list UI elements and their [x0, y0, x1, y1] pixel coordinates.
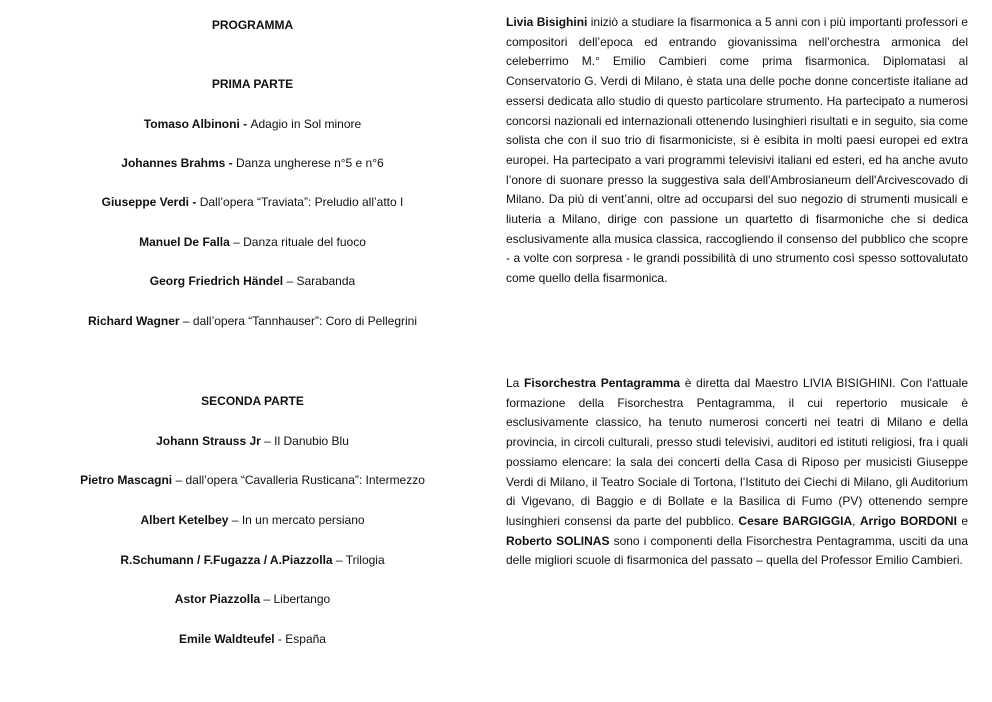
program-item — [40, 273, 465, 289]
program-item — [40, 433, 465, 449]
program-item — [40, 512, 465, 528]
separator: – — [172, 473, 186, 487]
program-item — [40, 313, 465, 329]
work: Danza ungherese n°5 e n°6 — [236, 156, 384, 170]
orchestra-intro: La — [506, 376, 525, 390]
work: Trilogia — [345, 553, 385, 567]
program-item — [40, 155, 465, 171]
work: dall’opera “Cavalleria Rusticana”: Intermezzo — [185, 473, 425, 487]
separator: e — [956, 513, 968, 528]
composer: Giuseppe Verdi — [101, 195, 190, 209]
separator: - — [189, 195, 200, 209]
orchestra-text: è diretta dal Maestro LIVIA BISIGHINI. Con l'attuale formazione della Fisorchestra Pentagramma, il cui repertorio musicale è esclusivamente classico, ha tenuto numerosi concerti nei teatri di Milano e della provincia, in circoli culturali, presso studi televisivi, auditori ed istituti religiosi, fra i quali possiamo elencare: la sala dei concerti della Casa di Riposo per musicisti Giuseppe Verdi di Milano, il Teatro Sociale di Tortona, l’Istituto dei Ciechi di Milano, gli Auditorium di Vigevano, di Baggio e di Bollate e la Basilica di Fumo (PV) ottenendo sempre lusinghieri consensi da parte del pubblico. — [506, 376, 968, 528]
separator: – — [283, 274, 297, 288]
work: Danza rituale del fuoco — [243, 235, 366, 249]
separator: – — [332, 553, 346, 567]
orchestra-text-end: sono i componenti della Fisorchestra Pentagramma, usciti da una delle migliori scuole di fisarmonica del passato – quella del Professor Emilio Cambieri. — [506, 533, 968, 568]
program-item — [40, 591, 465, 607]
separator: - — [225, 156, 236, 170]
work: Dall’opera “Traviata”: Preludio all’atto I — [199, 195, 404, 209]
composer: Astor Piazzolla — [174, 592, 261, 606]
composer: Pietro Mascagni — [80, 473, 173, 487]
composer: Emile Waldteufel — [179, 632, 275, 646]
orchestra-paragraph — [506, 374, 968, 571]
composer: Johannes Brahms — [121, 156, 226, 170]
composer: R.Schumann / F.Fugazza / A.Piazzolla — [120, 553, 333, 567]
composer: Albert Ketelbey — [140, 513, 229, 527]
work: dall’opera “Tannhauser”: Coro di Pellegrini — [192, 314, 418, 328]
composer: Richard Wagner — [87, 314, 180, 328]
separator: – — [228, 513, 242, 527]
composer: Georg Friedrich Händel — [149, 274, 284, 288]
program-item — [40, 631, 465, 647]
separator: , — [852, 513, 860, 528]
member-name: Cesare BARGIGGIA — [738, 513, 853, 528]
bio-name: Livia Bisighini — [506, 15, 588, 29]
program-item — [40, 116, 465, 132]
separator: – — [260, 592, 274, 606]
separator: - — [274, 632, 286, 646]
program-item — [40, 194, 465, 210]
composer: Manuel De Falla — [139, 235, 230, 249]
program-item — [40, 472, 465, 488]
work: In un mercato persiano — [241, 513, 365, 527]
part2-heading: SECONDA PARTE — [201, 394, 304, 408]
orchestra-name: Fisorchestra Pentagramma — [524, 376, 681, 390]
work: Adagio in Sol minore — [250, 117, 362, 131]
composer: Johann Strauss Jr — [156, 434, 261, 448]
part1-heading: PRIMA PARTE — [211, 77, 294, 91]
bio-text: iniziò a studiare la fisarmonica a 5 anni con i più importanti professori e compositori dell’epoca ed entrando giovanissima nell’orchestra armonica del celeberrimo M.° Emilio Cambieri come prima fisarmonica. Diplomatasi al Conservatorio G. Verdi di Milano, è stata una delle poche donne concertiste italiane ad essersi dedicata allo studio di questo particolare strumento. Ha partecipato a numerosi concorsi nazionali ed internazionali ottenendo lusinghieri risultati e in seguito, sia come solista che con il suo trio di fisarmoniciste, si è esibita in molti paesi europei ed extra europei. Ha partecipato a vari programmi televisivi italiani ed esteri, ed ha anche avuto l’onore di suonare presso la suggestiva sala dell'Ambrosianeum dell'Arcivescovado di Milano. Da più di vent’anni, oltre ad occuparsi del suo negozio di strumenti musicali e liuteria a Milano, dirige con passione un quartetto di fisarmoniche che si dedica esclusivamente alla musica classica, raccogliendo il consenso del pubblico che scopre - a volte con sorpresa - le grandi possibilità di uno strumento così spesso sottovalutato come quello della fisarmonica. — [506, 15, 968, 286]
member-name: Roberto SOLINAS — [506, 533, 610, 548]
composer: Tomaso Albinoni — [143, 117, 240, 131]
member-name: Arrigo BORDONI — [859, 513, 957, 528]
separator: – — [229, 235, 244, 249]
program-item — [40, 234, 465, 250]
separator: - — [239, 117, 251, 131]
separator: – — [260, 434, 275, 448]
bio-paragraph — [506, 13, 968, 289]
program-item — [40, 552, 465, 568]
work: España — [285, 632, 326, 646]
work: Sarabanda — [296, 274, 356, 288]
program-title: PROGRAMMA — [211, 18, 294, 32]
work: Libertango — [273, 592, 331, 606]
separator: – — [179, 314, 193, 328]
work: Il Danubio Blu — [274, 434, 349, 448]
